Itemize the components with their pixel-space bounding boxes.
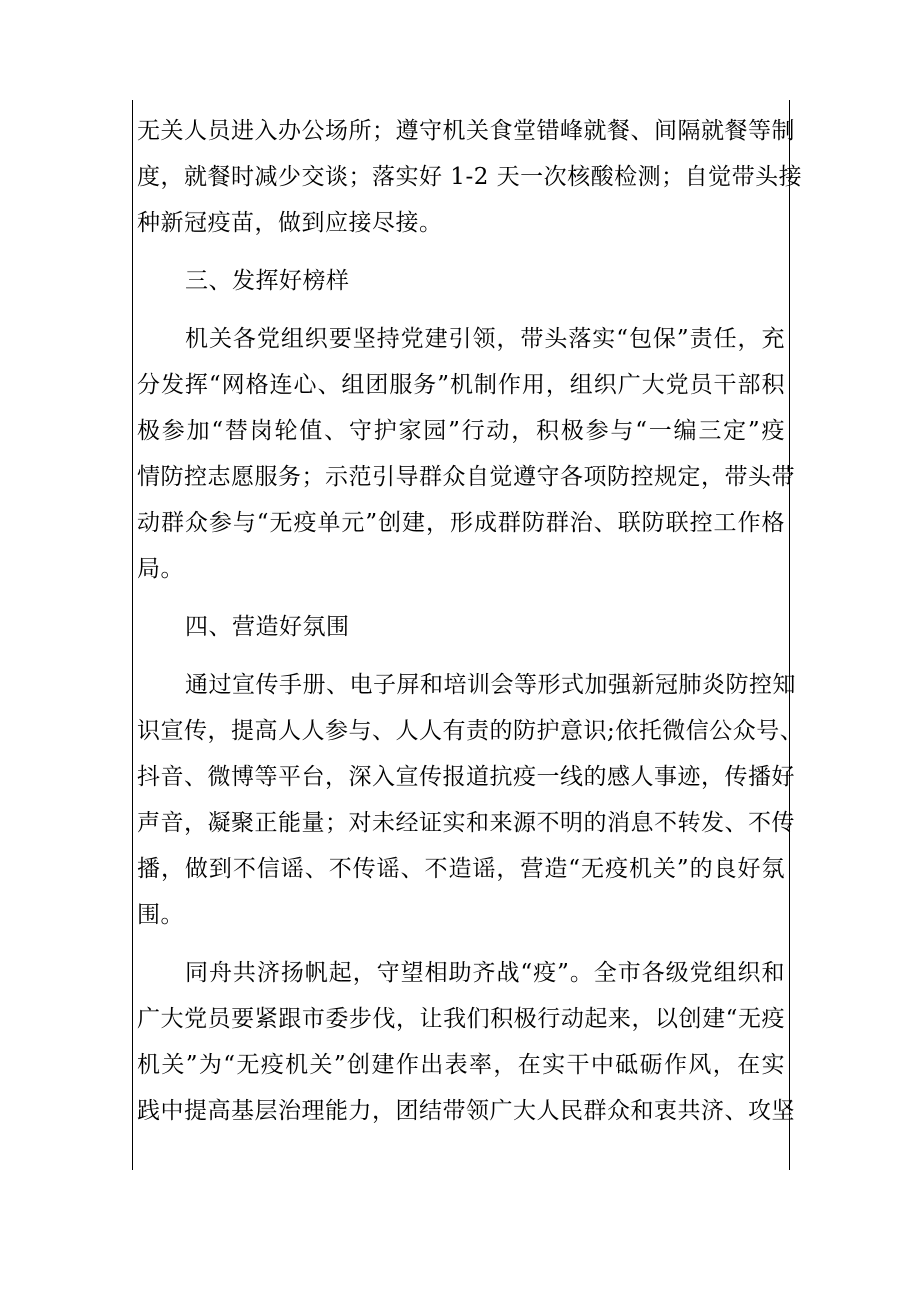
text-line: 局。 — [137, 556, 184, 582]
text-line: 情防控志愿服务；示范引导群众自觉遵守各项防控规定，带头带 — [137, 464, 795, 490]
text-line: 声音，凝聚正能量；对未经证实和来源不明的消息不转发、不传 — [137, 810, 795, 836]
text-line: 度，就餐时减少交谈；落实好 1-2 天一次核酸检测；自觉带头接 — [137, 164, 803, 190]
paragraph-conclusion — [137, 950, 795, 1134]
paragraph-atmosphere — [137, 662, 804, 938]
text-line: 播，做到不信谣、不传谣、不造谣，营造“无疫机关”的良好氛 — [137, 856, 785, 882]
section-heading-4: 四、营造好氛围 — [185, 614, 350, 640]
text-line: 广大党员要紧跟市委步伐，让我们积极行动起来，以创建“无疫 — [137, 1006, 785, 1032]
text-line: 围。 — [137, 902, 184, 928]
text-line: 践中提高基层治理能力，团结带领广大人民群众和衷共济、攻坚 — [137, 1098, 795, 1124]
paragraph-role-model — [137, 316, 795, 592]
text-line: 识宣传，提高人人参与、人人有责的防护意识;依托微信公众号、 — [137, 718, 804, 744]
paragraph-measures — [137, 108, 803, 246]
text-line: 通过宣传手册、电子屏和培训会等形式加强新冠肺炎防控知 — [185, 672, 796, 698]
text-line: 分发挥“网格连心、组团服务”机制作用，组织广大党员干部积 — [137, 372, 785, 398]
text-line: 极参加“替岗轮值、守护家园”行动，积极参与“一编三定”疫 — [137, 418, 785, 444]
text-line: 同舟共济扬帆起，守望相助齐战“疫”。全市各级党组织和 — [185, 960, 785, 986]
document-body — [137, 108, 804, 1134]
text-line: 动群众参与“无疫单元”创建，形成群防群治、联防联控工作格 — [137, 510, 785, 536]
text-line: 无关人员进入办公场所；遵守机关食堂错峰就餐、间隔就餐等制 — [137, 118, 795, 144]
text-line: 机关”为“无疫机关”创建作出表率，在实干中砥砺作风，在实 — [137, 1052, 785, 1078]
text-line: 种新冠疫苗，做到应接尽接。 — [137, 210, 443, 236]
text-line: 机关各党组织要坚持党建引领，带头落实“包保”责任，充 — [185, 326, 785, 352]
section-heading-3: 三、发挥好榜样 — [185, 268, 350, 294]
text-line: 抖音、微博等平台，深入宣传报道抗疫一线的感人事迹，传播好 — [137, 764, 795, 790]
